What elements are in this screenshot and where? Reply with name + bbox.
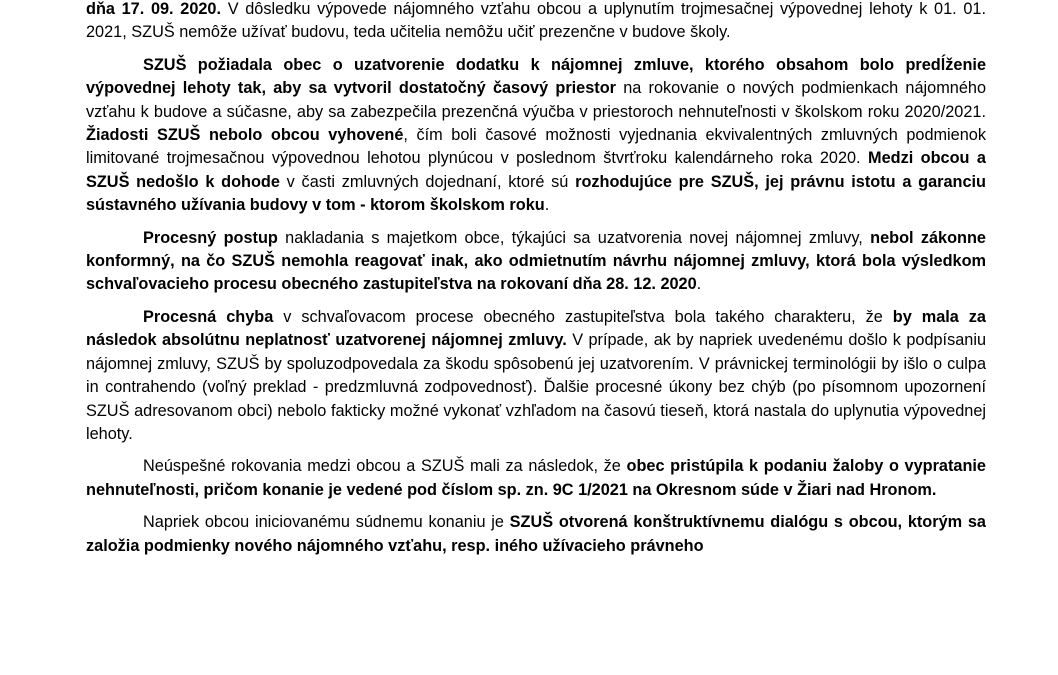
text-segment: , čím boli časové možnosti vyjednania ekvivalentných zmluvných podmienok limitované trojmesačnou výpovednou lehotou plynúcou v poslednom štvrťroku kalendárneho roka 2020. [86,126,986,168]
bold-text-segment: Procesná chyba [143,307,274,326]
paragraph-termination [86,0,986,45]
text-segment: nakladania s majetkom obce, týkajúci sa uzatvorenia novej nájomnej zmluvy, [277,228,871,247]
bold-text-segment: dňa 17. 09. 2020. [86,0,222,18]
text-segment: v schvaľovacom procese obecného zastupiteľstva bola takého charakteru, že [273,307,893,326]
text-segment: Napriek obcou iniciovanému súdnemu konaniu je [143,513,510,532]
paragraph-procedure [86,227,986,297]
bold-text-segment: Medzi obcou a SZUŠ nedošlo k dohode [86,149,986,191]
bold-text-segment: SZUŠ požiadala obec o uzatvorenie dodatku k nájomnej zmluve, ktorého obsahom bolo predĺženie výpovednej lehoty tak, aby sa vytvoril dostatočný časový priestor [86,55,986,98]
bold-text-segment: Procesný postup [143,228,278,247]
bold-text-segment: by mala za následok absolútnu neplatnosť uzatvorenej nájomnej zmluvy. [86,307,986,350]
text-segment: Neúspešné rokovania medzi obcou a SZUŠ mali za následok, že [143,457,627,476]
paragraph-dialogue [86,511,986,558]
paragraph-lawsuit [86,455,986,502]
bold-text-segment: nebol zákonne konformný, na čo SZUŠ nemohla reagovať inak, ako odmietnutím návrhu nájomnej zmluvy, ktorá bola výsledkom schvaľovacieho procesu obecného zastupiteľstva na rokovaní dňa 28. 12. 2020 [86,228,986,294]
text-segment: V dôsledku výpovede nájomného vzťahu obcou a uplynutím trojmesačnej výpovednej lehoty k 01. 01. 2021, SZUŠ nemôže užívať budovu, teda učitelia nemôžu učiť prezenčne v budove školy. [86,0,986,42]
paragraph-extension-request [86,54,986,218]
bold-text-segment: Žiadosti SZUŠ nebolo obcou vyhovené [86,126,404,145]
text-segment: . [696,275,702,294]
text-segment: na rokovanie o nových podmienkach nájomného vzťahu k budove a súčasne, aby sa zabezpečila prezenčná výučba v priestoroch nehnuteľnosti v školskom roku 2020/2021. [86,79,986,121]
paragraph-procedural-error [86,306,986,446]
text-segment: v časti zmluvných dojednaní, ktoré sú [279,172,576,191]
bold-text-segment: SZUŠ otvorená konštruktívnemu dialógu s obcou, ktorým sa založia podmienky nového nájomného vzťahu, resp. iného užívacieho právneho [86,513,986,555]
bold-text-segment: rozhodujúce pre SZUŠ, jej právnu istotu a garanciu sústavného užívania budovy v tom - ktorom školskom roku [86,172,986,215]
bold-text-segment: obec pristúpila k podaniu žaloby o vypratanie nehnuteľnosti, pričom konanie je vedené pod číslom sp. zn. 9C 1/2021 na Okresnom súde v Žiari nad Hronom. [86,457,986,499]
text-segment: . [544,196,550,215]
text-segment: V prípade, ak by napriek uvedenému došlo k podpísaniu nájomnej zmluvy, SZUŠ by spoluzodpovedala za škodu spôsobenú jej uzatvorením. V právnickej terminológii by išlo o culpa in contrahendo (voľný preklad - predzmluvná zodpovednosť). Ďalšie procesné úkony bez chýb (po písomnom upozornení SZUŠ adresovanom obci) nebolo fakticky možné vykonať vzhľadom na časovú tieseň, ktorá nastala do uplynutia výpovednej lehoty. [86,331,986,443]
